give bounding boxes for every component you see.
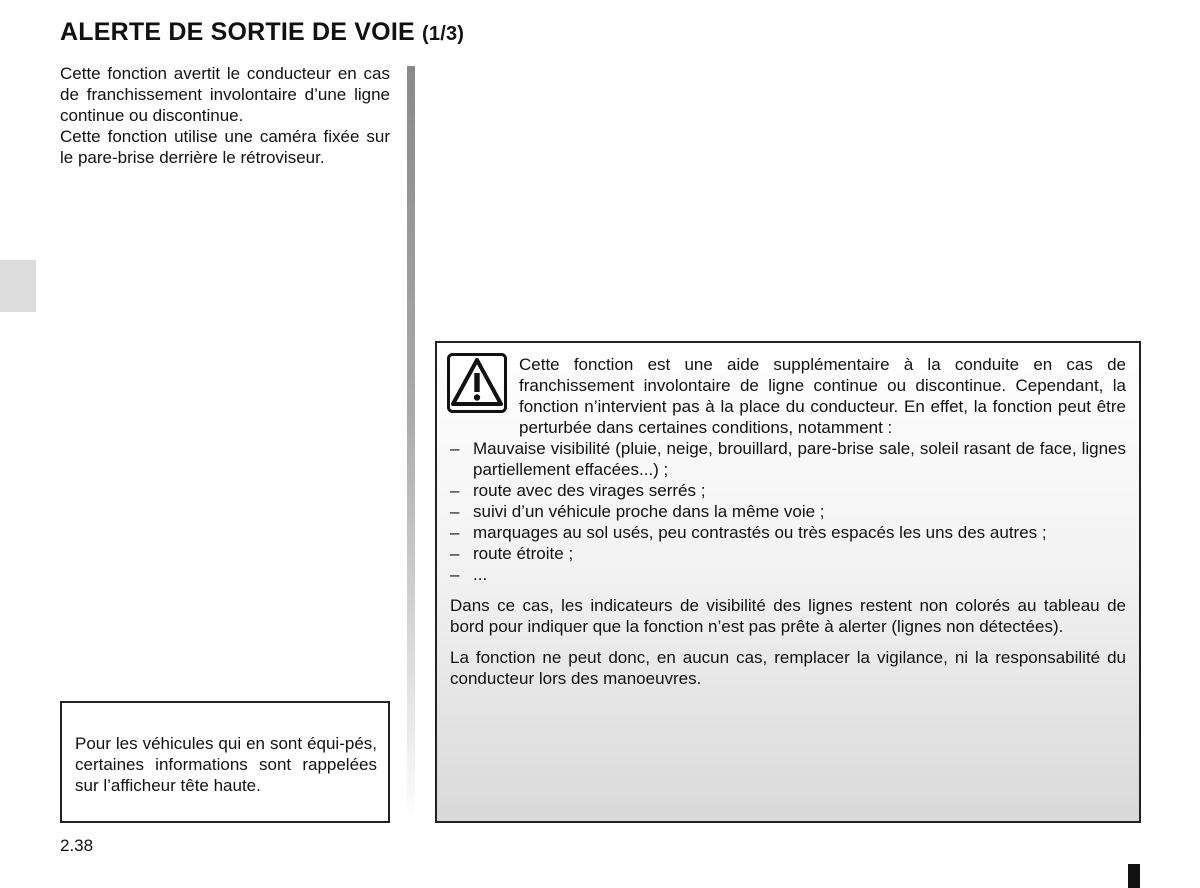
warning-conditions-list [450, 438, 1126, 585]
warning-paragraph-visibility: Dans ce cas, les indicateurs de visibilité des lignes restent non colorés au tableau de bord pour indiquer que la fonction n’est pas prête à alerter (lignes non détectées). [450, 596, 1126, 636]
list-item [450, 564, 1126, 585]
list-item-text: marquages au sol usés, peu contrastés ou très espacés les uns des autres ; [473, 523, 1047, 542]
list-item [450, 522, 1126, 543]
warning-intro: Cette fonction est une aide supplémentaire à la conduite en cas de franchissement involontaire de ligne continue ou discontinue. Cependant, la fonction n’intervient pas à la place du conducteur. En effet, la fonction peut être perturbée dans certaines conditions, notamment : [519, 355, 1126, 437]
list-item-text: Mauvaise visibilité (pluie, neige, brouillard, pare-brise sale, soleil rasant de face, lignes partiellement effacées...) ; [473, 439, 1126, 479]
bullet-dash: – [450, 565, 460, 584]
hud-note-text: Pour les véhicules qui en sont équi-pés, certaines informations sont rappelées sur l’afficheur tête haute. [75, 734, 377, 795]
page-edge-marker [1128, 864, 1140, 888]
title-page-indicator: (1/3) [422, 23, 465, 45]
hud-note-box [60, 701, 390, 823]
bullet-dash: – [450, 502, 460, 521]
warning-paragraph-vigilance: La fonction ne peut donc, en aucun cas, remplacer la vigilance, ni la responsabilité du conducteur lors des manoeuvres. [450, 648, 1126, 688]
list-item-text: ... [473, 565, 488, 584]
intro-text [60, 63, 390, 168]
bullet-dash: – [450, 439, 460, 458]
bullet-dash: – [450, 523, 460, 542]
bullet-dash: – [450, 481, 460, 500]
list-item [450, 543, 1126, 564]
page-title [60, 18, 464, 47]
intro-paragraph: Cette fonction utilise une caméra fixée sur le pare-brise derrière le rétroviseur. [60, 127, 390, 167]
list-item [450, 480, 1126, 501]
list-item [450, 501, 1126, 522]
warning-box [435, 341, 1141, 823]
title-text: ALERTE DE SORTIE DE VOIE [60, 18, 415, 46]
list-item-text: route avec des virages serrés ; [473, 481, 706, 500]
list-item [450, 438, 1126, 480]
chapter-tab [0, 260, 36, 312]
intro-paragraph: Cette fonction avertit le conducteur en cas de franchissement involontaire d’une ligne continue ou discontinue. [60, 64, 390, 125]
warning-content [450, 354, 1126, 689]
list-item-text: suivi d’un véhicule proche dans la même voie ; [473, 502, 825, 521]
list-item-text: route étroite ; [473, 544, 574, 563]
page-number: 2.38 [60, 836, 94, 855]
column-divider [407, 66, 415, 822]
bullet-dash: – [450, 544, 460, 563]
